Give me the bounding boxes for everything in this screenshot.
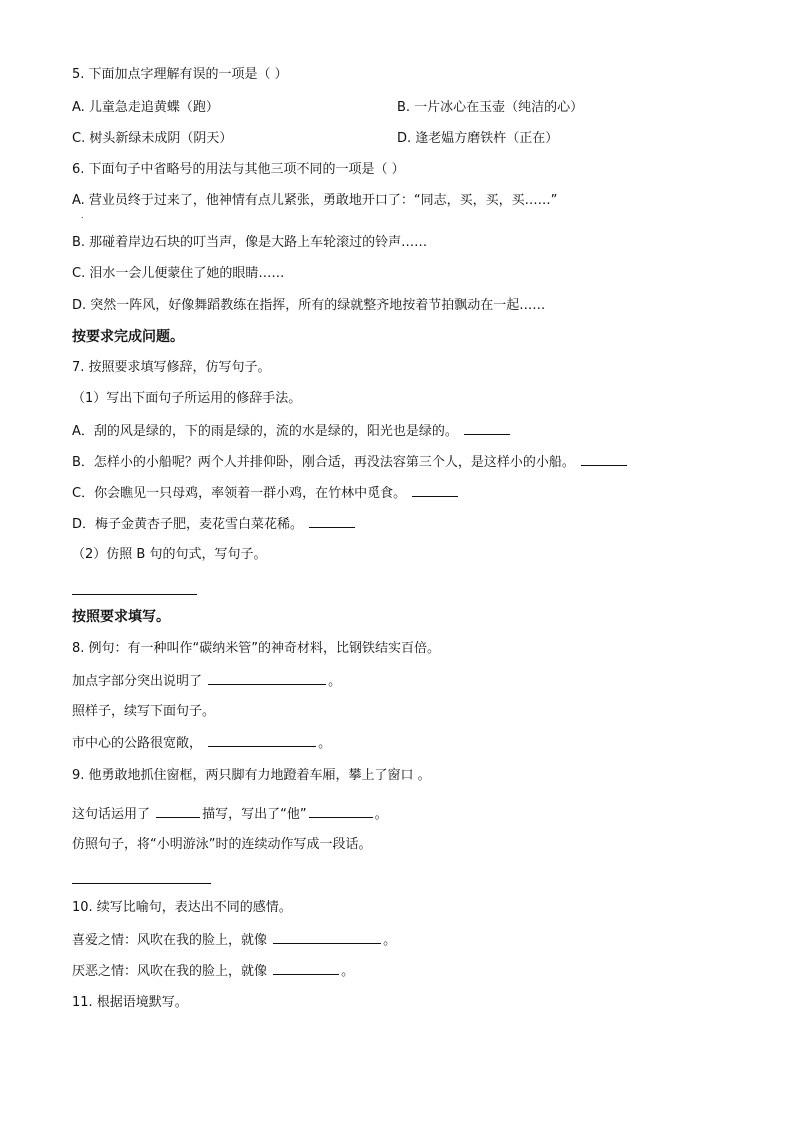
q10-line2-text: 厌恶之情：风吹在我的脸上，就像 [72,964,268,979]
q9-line1-end: 。 [374,807,388,822]
q8-line1 [72,672,341,691]
q10-line2 [72,962,354,981]
q10-line1 [72,931,396,950]
q9-line1-text-a: 这句话运用了 [72,807,151,822]
q6-option-d: D. 突然一阵风，好像舞蹈教练在指挥，所有的绿就整齐地按着节拍飘动在一起…… [72,298,546,313]
q9-blank-1[interactable] [156,805,200,818]
q5-option-b: B. 一片冰心在玉壶（纯洁的心） [397,100,584,115]
q7-answer-line[interactable] [72,594,197,595]
q7-item-d [72,515,357,534]
q6-stem: 6. 下面句子中省略号的用法与其他三项不同的一项是（ ） [72,162,405,177]
q8-line1-blank[interactable] [208,672,326,685]
q5-option-c: C. 树头新绿未成阴（阴天） [72,131,233,146]
q9-blank-2[interactable] [309,805,373,818]
q7-item-a [72,422,512,441]
q10-stem: 10. 续写比喻句，表达出不同的感情。 [72,900,292,915]
q7-sub2: （2）仿照 B 句的句式，写句子。 [72,547,267,562]
q10-line1-text: 喜爱之情：风吹在我的脸上，就像 [72,933,268,948]
q11-stem: 11. 根据语境默写。 [72,995,188,1010]
q5-stem: 5. 下面加点字理解有误的一项是（ ） [72,67,288,82]
q7-a-answer-blank[interactable] [464,422,510,435]
q10-line1-end: 。 [383,933,397,948]
q9-line2: 仿照句子，将“小明游泳”时的连续动作写成一段话。 [72,837,372,852]
q7-c-answer-blank[interactable] [412,484,458,497]
q9-stem: 9. 他勇敢地抓住窗框，两只脚有力地蹬着车厢，攀上了窗口 。 [72,768,431,783]
q8-line1-end: 。 [328,674,342,689]
q5-option-a: A. 儿童急走追黄蝶（跑） [72,100,219,115]
stray-dot-mark: . [81,211,84,220]
q9-line1 [72,805,388,824]
q8-line1-text: 加点字部分突出说明了 [72,674,203,689]
q5-option-d: D. 逢老媪方磨铁杵（正在） [397,131,559,146]
q7-d-answer-blank[interactable] [309,515,355,528]
q8-line3-end: 。 [318,736,332,751]
q7-b-answer-blank[interactable] [581,453,627,466]
q6-option-b: B. 那碰着岸边石块的叮当声，像是大路上车轮滚过的铃声…… [72,235,428,250]
q6-option-a: A. 营业员终于过来了，他神情有点儿紧张，勇敢地开口了：“同志，买，买，买……” [72,193,558,208]
q9-answer-line[interactable] [72,883,211,884]
q10-line2-blank[interactable] [273,962,339,975]
q7-item-a-text: A．刮的风是绿的，下的雨是绿的，流的水是绿的，阳光也是绿的。 [72,424,458,439]
q7-item-b-text: B．怎样小的小船呢？两个人并排仰卧，刚合适，再没法容第三个人，是这样小的小船。 [72,455,575,470]
q8-line2: 照样子，续写下面句子。 [72,704,216,719]
q10-line2-end: 。 [341,964,355,979]
section-heading-1: 按要求完成问题。 [72,329,184,345]
q8-stem: 8. 例句：有一种叫作“碳纳米管”的神奇材料，比钢铁结实百倍。 [72,641,441,656]
q8-line3 [72,734,331,753]
q7-item-d-text: D．梅子金黄杏子肥，麦花雪白菜花稀。 [72,517,304,532]
section-heading-2: 按照要求填写。 [72,609,170,625]
q8-line3-blank[interactable] [208,734,316,747]
q7-item-b [72,453,629,472]
q7-stem: 7. 按照要求填写修辞，仿写句子。 [72,360,271,375]
q9-line1-text-b: 描写，写出了“他” [202,807,307,822]
q7-item-c [72,484,460,503]
q7-sub1: （1）写出下面句子所运用的修辞手法。 [72,391,302,406]
q6-option-c: C. 泪水一会儿便蒙住了她的眼睛…… [72,266,285,281]
q7-item-c-text: C．你会瞧见一只母鸡，率领着一群小鸡，在竹林中觅食。 [72,486,407,501]
q8-line3-text: 市中心的公路很宽敞， [72,736,203,751]
q10-line1-blank[interactable] [273,931,381,944]
